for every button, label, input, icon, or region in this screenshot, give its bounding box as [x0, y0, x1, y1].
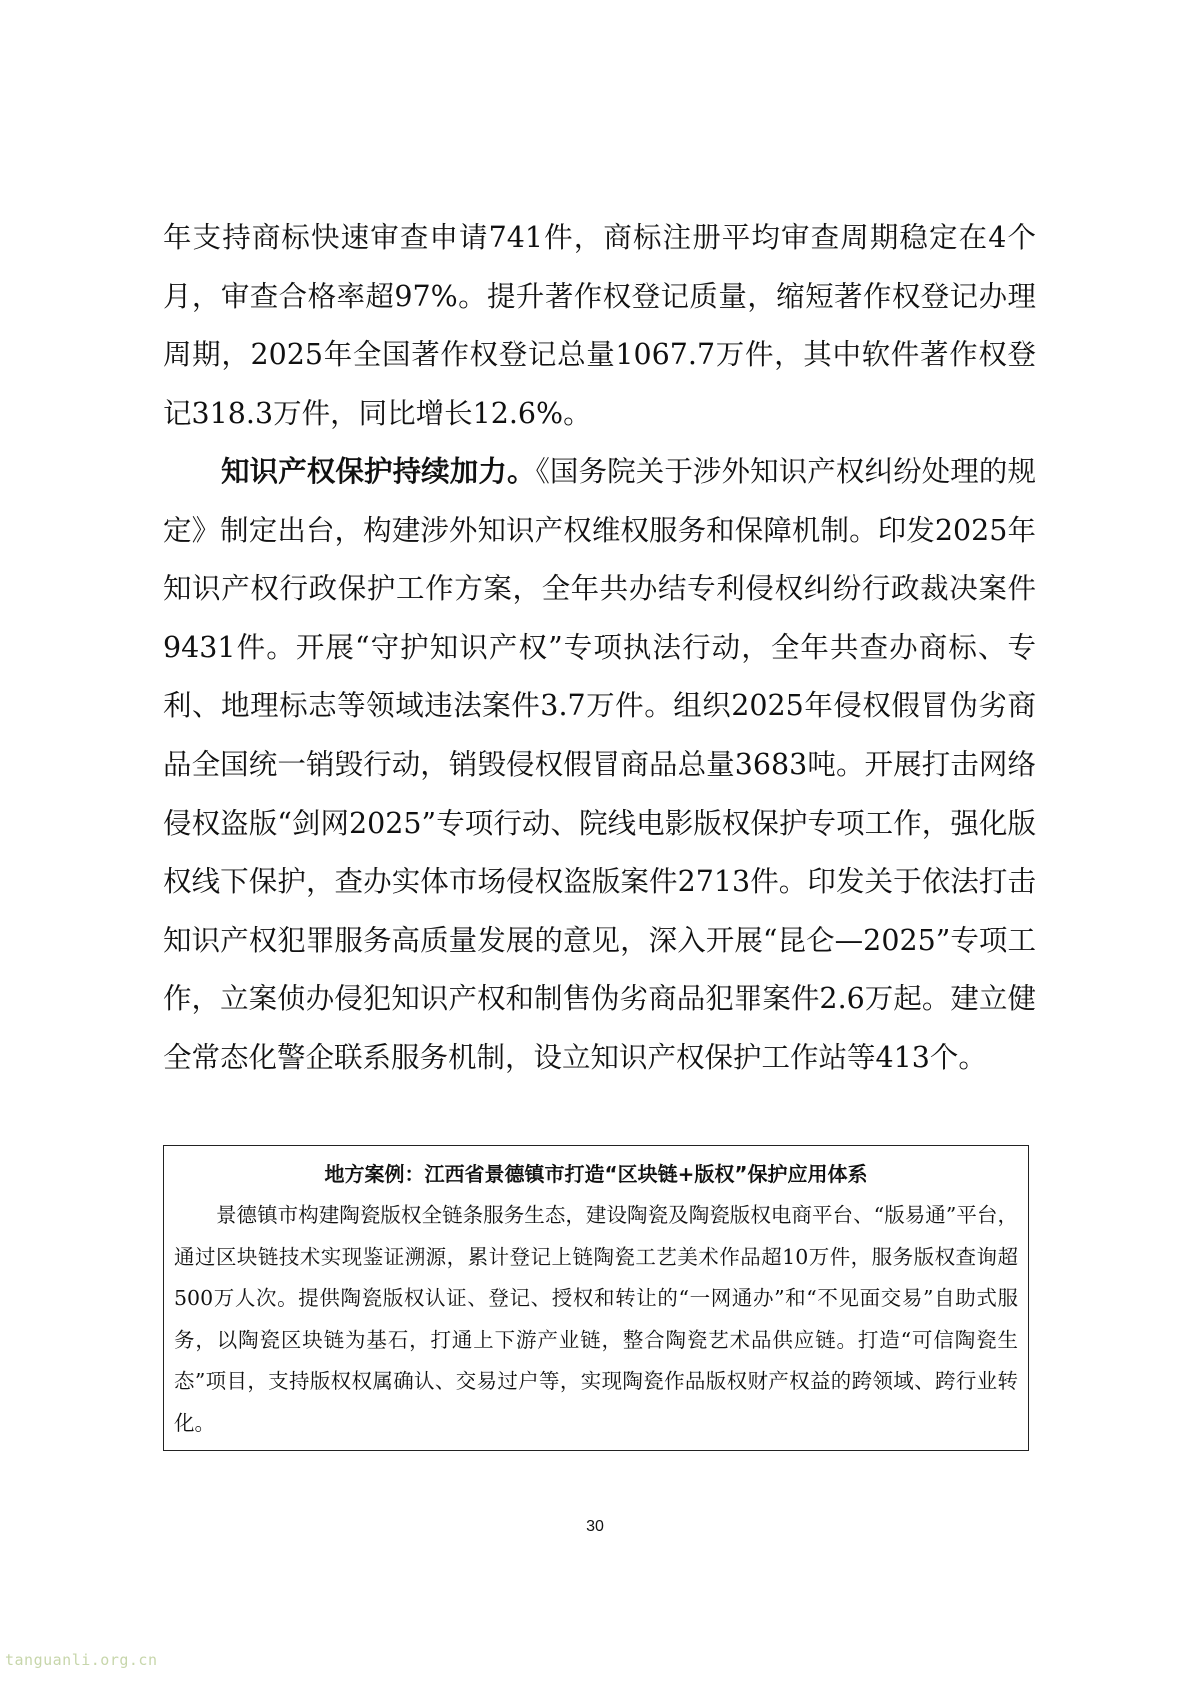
- paragraph-lead-heading: 知识产权保护持续加力。: [221, 455, 536, 488]
- paragraph-ip-protection: [163, 443, 1036, 1088]
- case-box-title: 地方案例：江西省景德镇市打造“区块链+版权”保护应用体系: [324, 1162, 868, 1186]
- local-case-box: [163, 1145, 1029, 1451]
- watermark-text: tanguanli.org.cn: [5, 1651, 158, 1669]
- paragraph-trademark-copyright: 年支持商标快速审查申请741件，商标注册平均审查周期稳定在4个月，审查合格率超97%。提升著作权登记质量，缩短著作权登记办理周期，2025年全国著作权登记总量1067.7万件，其中软件著作权登记318.3万件，同比增长12.6%。: [163, 221, 1036, 430]
- page-number: 30: [586, 1518, 604, 1535]
- paragraph-ip-protection-text: 《国务院关于涉外知识产权纠纷处理的规定》制定出台，构建涉外知识产权维权服务和保障机制。印发2025年知识产权行政保护工作方案，全年共办结专利侵权纠纷行政裁决案件9431件。开展“守护知识产权”专项执法行动，全年共查办商标、专利、地理标志等领域违法案件3.7万件。组织2025年侵权假冒伪劣商品全国统一销毁行动，销毁侵权假冒商品总量3683吨。开展打击网络侵权盗版“剑网2025”专项行动、院线电影版权保护专项工作，强化版权线下保护，查办实体市场侵权盗版案件2713件。印发关于依法打击知识产权犯罪服务高质量发展的意见，深入开展“昆仑—2025”专项工作，立案侦办侵犯知识产权和制售伪劣商品犯罪案件2.6万起。建立健全常态化警企联系服务机制，设立知识产权保护工作站等413个。: [163, 455, 1036, 1074]
- case-box-body: 景德镇市构建陶瓷版权全链条服务生态，建设陶瓷及陶瓷版权电商平台、“版易通”平台，通过区块链技术实现鉴证溯源，累计登记上链陶瓷工艺美术作品超10万件，服务版权查询超500万人次。提供陶瓷版权认证、登记、授权和转让的“一网通办”和“不见面交易”自助式服务，以陶瓷区块链为基石，打通上下游产业链，整合陶瓷艺术品供应链。打造“可信陶瓷生态”项目，支持版权权属确认、交易过户等，实现陶瓷作品版权财产权益的跨领域、跨行业转化。: [174, 1203, 1019, 1435]
